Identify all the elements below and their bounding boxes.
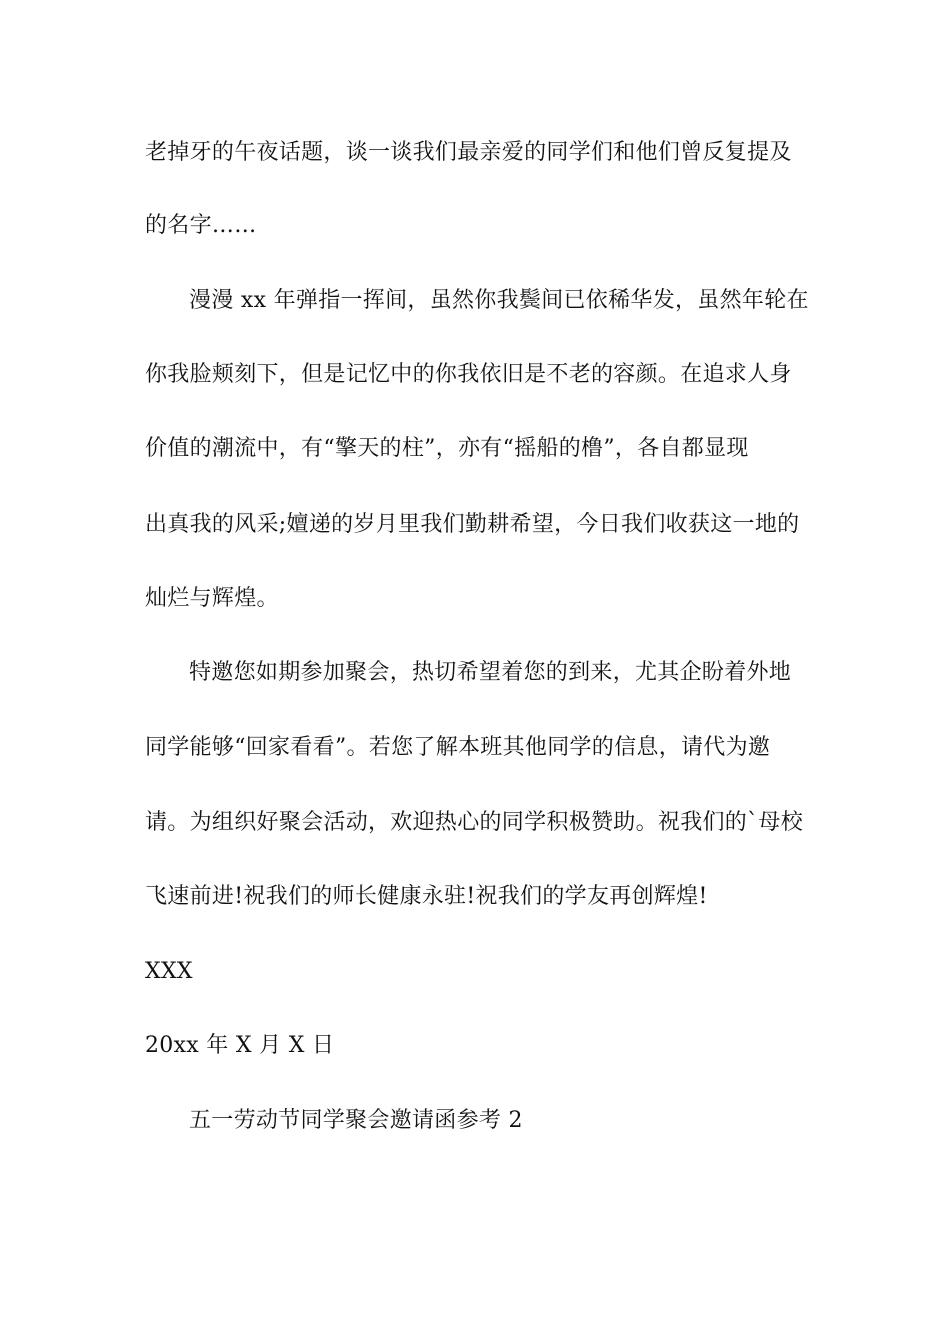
- paragraph-line-4: 你我脸颊刻下，但是记忆中的你我依旧是不老的容颜。在追求人身: [145, 362, 792, 387]
- paragraph-line-7: 灿烂与辉煌。: [145, 586, 279, 611]
- paragraph-line-2: 的名字……: [145, 213, 257, 238]
- paragraph-line-5: 价值的潮流中，有“擎天的柱”，亦有“摇船的橹”，各自都显现: [145, 436, 749, 461]
- paragraph-line-9: 同学能够“回家看看”。若您了解本班其他同学的信息，请代为邀: [145, 735, 771, 760]
- paragraph-line-8: 特邀您如期参加聚会，热切希望着您的到来，尤其企盼着外地: [189, 660, 792, 685]
- paragraph-line-10: 请。为组织好聚会活动，欢迎热心的同学积极赞助。祝我们的`母校: [145, 810, 804, 835]
- section-heading: 五一劳动节同学聚会邀请函参考 2: [189, 1108, 523, 1133]
- signature-date: 20xx 年 X 月 X 日: [145, 1033, 335, 1058]
- paragraph-line-6: 出真我的风采;嬗递的岁月里我们勤耕希望，今日我们收获这一地的: [145, 512, 800, 537]
- paragraph-line-11: 飞速前进!祝我们的师长健康永驻!祝我们的学友再创辉煌!: [145, 884, 708, 909]
- paragraph-line-1: 老掉牙的午夜话题，谈一谈我们最亲爱的同学们和他们曾反复提及: [145, 140, 792, 165]
- signature-name: XXX: [145, 959, 193, 984]
- paragraph-line-3: 漫漫 xx 年弹指一挥间，虽然你我鬓间已依稀华发，虽然年轮在: [189, 288, 809, 313]
